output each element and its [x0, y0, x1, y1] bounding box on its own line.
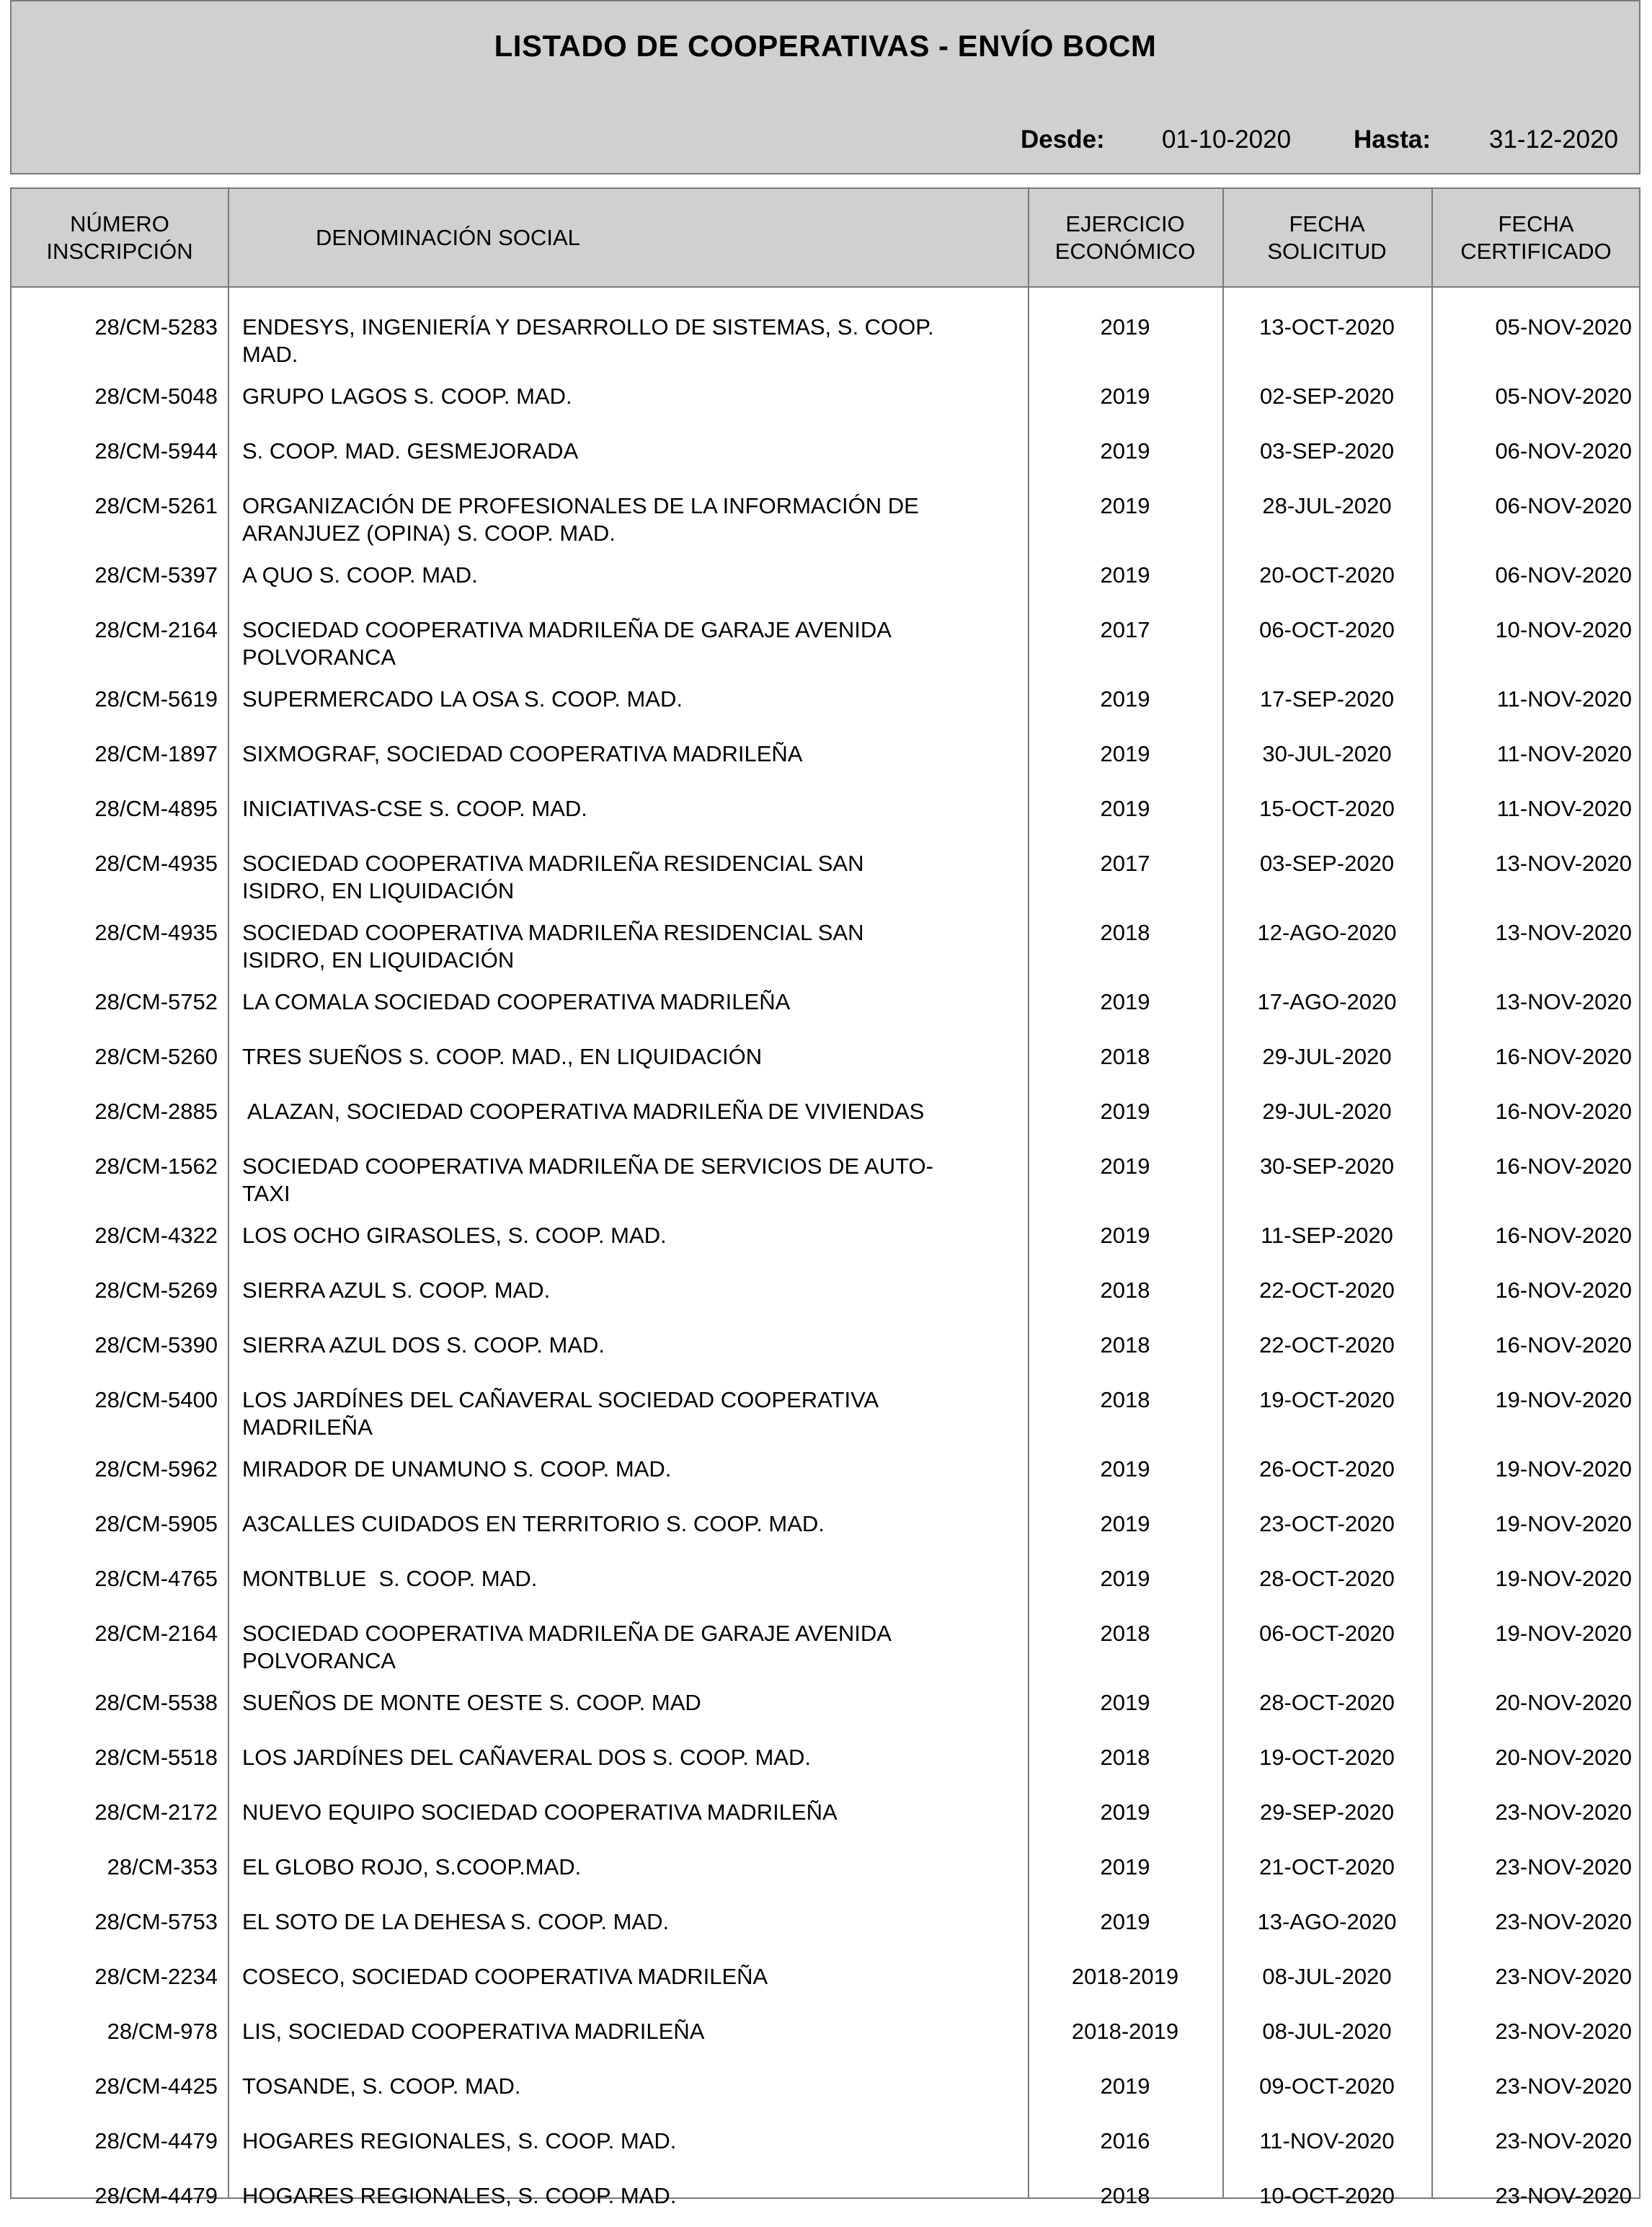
cell-fecha-solicitud: 11-SEP-2020 — [1261, 1223, 1393, 1248]
table-row — [12, 1789, 1639, 1843]
cell-ejercicio-economico: 2019 — [1100, 1456, 1150, 1482]
cell-numero-inscripcion: 28/CM-2172 — [94, 1799, 218, 1825]
table-row — [12, 1679, 1639, 1734]
cell-denominacion-social: ORGANIZACIÓN DE PROFESIONALES DE LA INFORMACIÓN DE ARANJUEZ (OPINA) S. COOP. MAD. — [242, 493, 919, 546]
cell-fecha-certificado: 05-NOV-2020 — [1495, 314, 1632, 340]
cell-ejercicio-economico: 2019 — [1100, 1799, 1150, 1825]
cell-numero-inscripcion: 28/CM-2234 — [94, 1964, 218, 1989]
cell-fecha-certificado: 13-NOV-2020 — [1495, 851, 1632, 876]
table-row — [12, 304, 1639, 373]
cell-fecha-solicitud: 19-OCT-2020 — [1259, 1745, 1395, 1770]
cell-denominacion-social: SOCIEDAD COOPERATIVA MADRILEÑA DE GARAJE AVENIDA POLVORANCA — [242, 617, 892, 670]
hasta-value: 31-12-2020 — [1489, 125, 1619, 154]
cell-denominacion-social: SIERRA AZUL DOS S. COOP. MAD. — [242, 1332, 605, 1358]
col-header-ejercicio: EJERCICIO ECONÓMICO — [1054, 211, 1196, 264]
cell-denominacion-social: EL SOTO DE LA DEHESA S. COOP. MAD. — [242, 1909, 670, 1934]
cell-ejercicio-economico: 2018-2019 — [1071, 2019, 1179, 2044]
cell-denominacion-social: TRES SUEÑOS S. COOP. MAD., EN LIQUIDACIÓN — [242, 1044, 763, 1069]
cell-fecha-certificado: 23-NOV-2020 — [1495, 1799, 1632, 1825]
cell-fecha-solicitud: 20-OCT-2020 — [1259, 562, 1395, 588]
cell-fecha-certificado: 16-NOV-2020 — [1495, 1099, 1632, 1124]
table-row — [12, 676, 1639, 730]
table-row — [12, 1088, 1639, 1143]
cell-fecha-solicitud: 08-JUL-2020 — [1262, 1964, 1392, 1989]
cell-ejercicio-economico: 2019 — [1100, 1854, 1150, 1880]
cell-numero-inscripcion: 28/CM-5260 — [94, 1044, 218, 1069]
cell-ejercicio-economico: 2019 — [1100, 1690, 1150, 1715]
cell-numero-inscripcion: 28/CM-4479 — [94, 2183, 218, 2208]
cell-numero-inscripcion: 28/CM-1897 — [94, 741, 218, 766]
cell-fecha-certificado: 23-NOV-2020 — [1495, 1964, 1632, 1989]
cell-fecha-solicitud: 22-OCT-2020 — [1259, 1332, 1395, 1358]
cell-fecha-solicitud: 23-OCT-2020 — [1259, 1511, 1395, 1536]
cell-denominacion-social: SUEÑOS DE MONTE OESTE S. COOP. MAD — [242, 1690, 701, 1715]
col-header-numero: NÚMERO INSCRIPCIÓN — [46, 211, 193, 264]
cell-fecha-solicitud: 19-OCT-2020 — [1259, 1387, 1395, 1412]
cell-denominacion-social: LOS JARDÍNES DEL CAÑAVERAL SOCIEDAD COOPERATIVA MADRILEÑA — [242, 1387, 879, 1440]
cell-numero-inscripcion: 28/CM-5261 — [94, 493, 218, 518]
cell-fecha-solicitud: 11-NOV-2020 — [1259, 2128, 1395, 2153]
report-title: LISTADO DE COOPERATIVAS - ENVÍO BOCM — [494, 29, 1157, 63]
cell-fecha-certificado: 11-NOV-2020 — [1496, 686, 1632, 712]
cell-fecha-solicitud: 03-SEP-2020 — [1259, 851, 1395, 876]
cell-denominacion-social: LOS OCHO GIRASOLES, S. COOP. MAD. — [242, 1223, 667, 1248]
cell-fecha-solicitud: 09-OCT-2020 — [1259, 2073, 1395, 2099]
cell-fecha-solicitud: 06-OCT-2020 — [1259, 1621, 1395, 1646]
cell-numero-inscripcion: 28/CM-5962 — [94, 1456, 218, 1482]
table-row — [12, 606, 1639, 676]
col-header-fecha-solicitud: FECHA SOLICITUD — [1267, 211, 1387, 264]
cell-fecha-solicitud: 17-AGO-2020 — [1257, 989, 1397, 1014]
cell-ejercicio-economico: 2019 — [1100, 562, 1150, 588]
cell-fecha-solicitud: 12-AGO-2020 — [1257, 920, 1397, 945]
cell-fecha-solicitud: 30-JUL-2020 — [1262, 741, 1392, 766]
cell-numero-inscripcion: 28/CM-5048 — [94, 384, 218, 409]
cell-denominacion-social: SOCIEDAD COOPERATIVA MADRILEÑA RESIDENCIAL SAN ISIDRO, EN LIQUIDACIÓN — [242, 920, 864, 973]
cell-denominacion-social: LIS, SOCIEDAD COOPERATIVA MADRILEÑA — [242, 2019, 705, 2044]
cell-numero-inscripcion: 28/CM-5397 — [94, 562, 218, 588]
cell-numero-inscripcion: 28/CM-4479 — [94, 2128, 218, 2153]
cell-numero-inscripcion: 28/CM-5269 — [94, 1278, 218, 1303]
cell-fecha-solicitud: 13-AGO-2020 — [1257, 1909, 1397, 1934]
cell-ejercicio-economico: 2018-2019 — [1071, 1964, 1179, 1989]
cell-numero-inscripcion: 28/CM-5518 — [94, 1745, 218, 1770]
cell-ejercicio-economico: 2019 — [1100, 1511, 1150, 1536]
cell-denominacion-social: SOCIEDAD COOPERATIVA MADRILEÑA RESIDENCIAL SAN ISIDRO, EN LIQUIDACIÓN — [242, 851, 864, 903]
table-row — [12, 909, 1639, 978]
cell-numero-inscripcion: 28/CM-5752 — [94, 989, 218, 1014]
cell-numero-inscripcion: 28/CM-4765 — [94, 1566, 218, 1591]
table-row — [12, 1033, 1639, 1088]
cell-numero-inscripcion: 28/CM-5390 — [94, 1332, 218, 1358]
cell-numero-inscripcion: 28/CM-5619 — [94, 686, 218, 712]
cell-ejercicio-economico: 2018 — [1100, 1278, 1150, 1303]
hasta-label: Hasta: — [1354, 125, 1431, 154]
cell-fecha-solicitud: 03-SEP-2020 — [1259, 438, 1395, 464]
cell-ejercicio-economico: 2018 — [1100, 1044, 1150, 1069]
report-header — [10, 0, 1640, 174]
cooperatives-table — [10, 187, 1640, 2208]
cell-ejercicio-economico: 2019 — [1100, 2073, 1150, 2099]
cell-fecha-solicitud: 15-OCT-2020 — [1259, 796, 1395, 821]
table-row — [12, 1321, 1639, 1376]
cell-fecha-certificado: 23-NOV-2020 — [1495, 1854, 1632, 1880]
cell-numero-inscripcion: 28/CM-4425 — [94, 2073, 218, 2099]
col-header-denominacion: DENOMINACIÓN SOCIAL — [316, 224, 580, 250]
table-row — [12, 552, 1639, 606]
cell-fecha-certificado: 16-NOV-2020 — [1495, 1044, 1632, 1069]
table-row — [12, 1843, 1639, 1898]
cell-fecha-certificado: 06-NOV-2020 — [1495, 438, 1632, 464]
cell-fecha-solicitud: 21-OCT-2020 — [1259, 1854, 1395, 1880]
cell-fecha-solicitud: 28-OCT-2020 — [1259, 1690, 1395, 1715]
cell-fecha-solicitud: 29-SEP-2020 — [1259, 1799, 1395, 1825]
cell-numero-inscripcion: 28/CM-4895 — [94, 796, 218, 821]
table-header — [12, 189, 1639, 288]
cell-ejercicio-economico: 2018 — [1100, 920, 1150, 945]
cell-fecha-solicitud: 29-JUL-2020 — [1262, 1099, 1392, 1124]
cell-numero-inscripcion: 28/CM-5283 — [94, 314, 218, 340]
cell-fecha-certificado: 19-NOV-2020 — [1495, 1511, 1632, 1536]
cell-ejercicio-economico: 2019 — [1100, 384, 1150, 409]
table-row — [12, 785, 1639, 840]
cell-numero-inscripcion: 28/CM-5400 — [94, 1387, 218, 1412]
table-row — [12, 1212, 1639, 1267]
cell-numero-inscripcion: 28/CM-978 — [107, 2019, 218, 2044]
cell-ejercicio-economico: 2018 — [1100, 2183, 1150, 2208]
cell-fecha-certificado: 05-NOV-2020 — [1495, 384, 1632, 409]
cell-fecha-solicitud: 26-OCT-2020 — [1259, 1456, 1395, 1482]
cell-ejercicio-economico: 2019 — [1100, 796, 1150, 821]
table-row — [12, 730, 1639, 785]
cell-ejercicio-economico: 2018 — [1100, 1332, 1150, 1358]
cell-fecha-certificado: 13-NOV-2020 — [1495, 989, 1632, 1014]
cell-ejercicio-economico: 2019 — [1100, 741, 1150, 766]
cell-fecha-certificado: 23-NOV-2020 — [1495, 1909, 1632, 1934]
cell-denominacion-social: S. COOP. MAD. GESMEJORADA — [242, 438, 579, 464]
desde-value: 01-10-2020 — [1162, 125, 1292, 154]
cell-fecha-solicitud: 17-SEP-2020 — [1259, 686, 1395, 712]
cell-denominacion-social: LOS JARDÍNES DEL CAÑAVERAL DOS S. COOP. MAD. — [242, 1745, 811, 1770]
cell-denominacion-social: SIERRA AZUL S. COOP. MAD. — [242, 1278, 551, 1303]
table-row — [12, 2008, 1639, 2063]
cell-numero-inscripcion: 28/CM-5905 — [94, 1511, 218, 1536]
cell-denominacion-social: INICIATIVAS-CSE S. COOP. MAD. — [242, 796, 587, 821]
table-row — [12, 373, 1639, 428]
cell-fecha-certificado: 16-NOV-2020 — [1495, 1154, 1632, 1179]
cell-fecha-certificado: 23-NOV-2020 — [1495, 2128, 1632, 2153]
cell-fecha-certificado: 19-NOV-2020 — [1495, 1566, 1632, 1591]
table-row — [12, 428, 1639, 482]
cell-denominacion-social: ENDESYS, INGENIERÍA Y DESARROLLO DE SISTEMAS, S. COOP. MAD. — [242, 314, 934, 367]
cell-denominacion-social: SOCIEDAD COOPERATIVA MADRILEÑA DE GARAJE AVENIDA POLVORANCA — [242, 1621, 892, 1673]
desde-label: Desde: — [1021, 125, 1105, 154]
col-header-fecha-certificado: FECHA CERTIFICADO — [1460, 211, 1612, 264]
table-row — [12, 1500, 1639, 1555]
cell-ejercicio-economico: 2019 — [1100, 1099, 1150, 1124]
cell-fecha-solicitud: 28-JUL-2020 — [1262, 493, 1392, 518]
cell-fecha-certificado: 19-NOV-2020 — [1495, 1387, 1632, 1412]
table-row — [12, 482, 1639, 552]
table-row — [12, 2117, 1639, 2172]
cell-denominacion-social: EL GLOBO ROJO, S.COOP.MAD. — [242, 1854, 582, 1880]
cell-fecha-certificado: 16-NOV-2020 — [1495, 1223, 1632, 1248]
cell-denominacion-social: MIRADOR DE UNAMUNO S. COOP. MAD. — [242, 1456, 672, 1482]
cell-numero-inscripcion: 28/CM-4322 — [94, 1223, 218, 1248]
cell-denominacion-social: MONTBLUE S. COOP. MAD. — [242, 1566, 538, 1591]
cell-fecha-certificado: 23-NOV-2020 — [1495, 2073, 1632, 2099]
cell-ejercicio-economico: 2017 — [1100, 617, 1150, 642]
table-row — [12, 1267, 1639, 1321]
cell-numero-inscripcion: 28/CM-4935 — [94, 920, 218, 945]
cell-fecha-solicitud: 22-OCT-2020 — [1259, 1278, 1395, 1303]
cell-ejercicio-economico: 2019 — [1100, 989, 1150, 1014]
cell-fecha-solicitud: 28-OCT-2020 — [1259, 1566, 1395, 1591]
table-row — [12, 1555, 1639, 1610]
cell-fecha-certificado: 19-NOV-2020 — [1495, 1456, 1632, 1482]
cell-ejercicio-economico: 2019 — [1100, 438, 1150, 464]
cell-ejercicio-economico: 2018 — [1100, 1387, 1150, 1412]
table-row — [12, 1898, 1639, 1953]
cell-ejercicio-economico: 2018 — [1100, 1745, 1150, 1770]
cell-denominacion-social: GRUPO LAGOS S. COOP. MAD. — [242, 384, 572, 409]
cell-fecha-certificado: 20-NOV-2020 — [1495, 1745, 1632, 1770]
cell-ejercicio-economico: 2019 — [1100, 493, 1150, 518]
table-row — [12, 978, 1639, 1033]
cell-ejercicio-economico: 2018 — [1100, 1621, 1150, 1646]
cell-fecha-certificado: 06-NOV-2020 — [1495, 493, 1632, 518]
cell-fecha-solicitud: 10-OCT-2020 — [1259, 2183, 1395, 2208]
table-row — [12, 840, 1639, 909]
cell-fecha-solicitud: 13-OCT-2020 — [1259, 314, 1395, 340]
cell-fecha-solicitud: 30-SEP-2020 — [1259, 1154, 1395, 1179]
cell-fecha-certificado: 20-NOV-2020 — [1495, 1690, 1632, 1715]
cell-denominacion-social: LA COMALA SOCIEDAD COOPERATIVA MADRILEÑA — [242, 989, 791, 1014]
cell-ejercicio-economico: 2019 — [1100, 1909, 1150, 1934]
cell-denominacion-social: A3CALLES CUIDADOS EN TERRITORIO S. COOP. MAD. — [242, 1511, 825, 1536]
cell-fecha-solicitud: 08-JUL-2020 — [1262, 2019, 1392, 2044]
cell-fecha-certificado: 10-NOV-2020 — [1495, 617, 1632, 642]
table-row — [12, 1610, 1639, 1679]
cell-numero-inscripcion: 28/CM-2885 — [94, 1099, 218, 1124]
cell-fecha-certificado: 23-NOV-2020 — [1495, 2019, 1632, 2044]
cell-ejercicio-economico: 2019 — [1100, 1154, 1150, 1179]
cell-denominacion-social: HOGARES REGIONALES, S. COOP. MAD. — [242, 2128, 677, 2153]
cell-denominacion-social: TOSANDE, S. COOP. MAD. — [242, 2073, 521, 2099]
cell-numero-inscripcion: 28/CM-5753 — [94, 1909, 218, 1934]
cell-denominacion-social: NUEVO EQUIPO SOCIEDAD COOPERATIVA MADRILEÑA — [242, 1799, 838, 1825]
cell-ejercicio-economico: 2019 — [1100, 1566, 1150, 1591]
cell-numero-inscripcion: 28/CM-5538 — [94, 1690, 218, 1715]
cell-denominacion-social: SUPERMERCADO LA OSA S. COOP. MAD. — [242, 686, 683, 712]
cell-denominacion-social: COSECO, SOCIEDAD COOPERATIVA MADRILEÑA — [242, 1964, 768, 1989]
table-row — [12, 2063, 1639, 2117]
cell-ejercicio-economico: 2017 — [1100, 851, 1150, 876]
cell-numero-inscripcion: 28/CM-5944 — [94, 438, 218, 464]
cell-fecha-certificado: 23-NOV-2020 — [1495, 2183, 1632, 2208]
cell-fecha-certificado: 06-NOV-2020 — [1495, 562, 1632, 588]
table-row — [12, 1376, 1639, 1445]
cell-fecha-solicitud: 06-OCT-2020 — [1259, 617, 1395, 642]
cell-numero-inscripcion: 28/CM-4935 — [94, 851, 218, 876]
table-row — [12, 1734, 1639, 1789]
cell-ejercicio-economico: 2019 — [1100, 1223, 1150, 1248]
table-row — [12, 1143, 1639, 1212]
table-row — [12, 1953, 1639, 2008]
cell-numero-inscripcion: 28/CM-353 — [107, 1854, 218, 1880]
cell-denominacion-social: ALAZAN, SOCIEDAD COOPERATIVA MADRILEÑA DE VIVIENDAS — [242, 1099, 925, 1124]
cell-fecha-certificado: 13-NOV-2020 — [1495, 920, 1632, 945]
cell-fecha-certificado: 11-NOV-2020 — [1496, 796, 1632, 821]
cell-ejercicio-economico: 2016 — [1100, 2128, 1150, 2153]
cell-denominacion-social: SOCIEDAD COOPERATIVA MADRILEÑA DE SERVICIOS DE AUTO- TAXI — [242, 1154, 933, 1206]
cell-fecha-certificado: 16-NOV-2020 — [1495, 1332, 1632, 1358]
table-row — [12, 2172, 1639, 2227]
cell-fecha-certificado: 11-NOV-2020 — [1496, 741, 1632, 766]
cell-numero-inscripcion: 28/CM-1562 — [94, 1154, 218, 1179]
cell-denominacion-social: A QUO S. COOP. MAD. — [242, 562, 478, 588]
cell-ejercicio-economico: 2019 — [1100, 314, 1150, 340]
cell-fecha-certificado: 19-NOV-2020 — [1495, 1621, 1632, 1646]
cell-ejercicio-economico: 2019 — [1100, 686, 1150, 712]
cell-numero-inscripcion: 28/CM-2164 — [94, 1621, 218, 1646]
cell-numero-inscripcion: 28/CM-2164 — [94, 617, 218, 642]
cell-fecha-certificado: 16-NOV-2020 — [1495, 1278, 1632, 1303]
cell-fecha-solicitud: 02-SEP-2020 — [1259, 384, 1395, 409]
table-row — [12, 1445, 1639, 1500]
cell-fecha-solicitud: 29-JUL-2020 — [1262, 1044, 1392, 1069]
cell-denominacion-social: SIXMOGRAF, SOCIEDAD COOPERATIVA MADRILEÑA — [242, 741, 803, 766]
cell-denominacion-social: HOGARES REGIONALES, S. COOP. MAD. — [242, 2183, 677, 2208]
